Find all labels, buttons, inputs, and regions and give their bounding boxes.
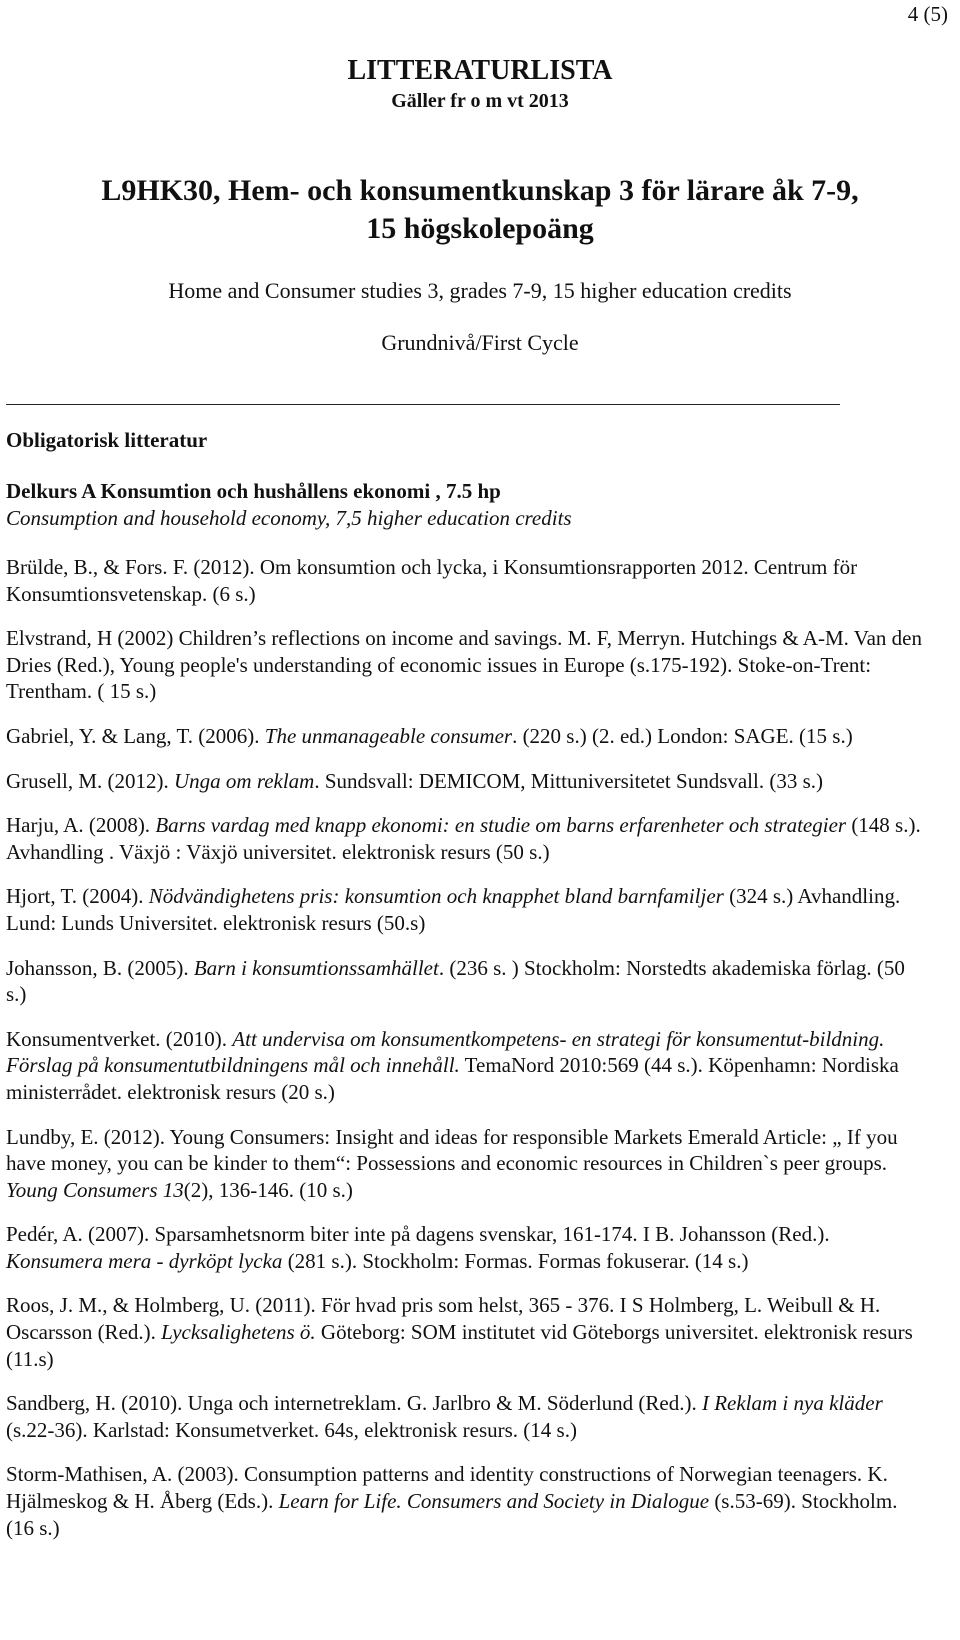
delkurs-english: Consumption and household economy, 7,5 higher education credits: [6, 506, 572, 530]
section-heading: Obligatorisk litteratur: [6, 428, 208, 452]
reference-item: Storm-Mathisen, A. (2003). Consumption patterns and identity constructions of Norwegian teenagers. K. Hjälmeskog & H. Åberg (Eds.). Learn for Life. Consumers and Society in Dialogue (s.53-69). Stockholm. (16 s.): [6, 1462, 898, 1540]
reference-item: Roos, J. M., & Holmberg, U. (2011). För hvad pris som helst, 365 - 376. I S Holmberg, L. Weibull & H. Oscarsson (Red.). Lycksalighetens ö. Göteborg: SOM institutet vid Göteborgs universitet. elektronisk resurs (11.s): [6, 1293, 913, 1371]
course-english-title: Home and Consumer studies 3, grades 7-9, 15 higher education credits: [168, 278, 792, 303]
reference-item: Konsumentverket. (2010). Att undervisa om konsumentkompetens- en strategi för konsumentut-bildning. Förslag på konsumentutbildningens mål och innehåll. TemaNord 2010:569 (44 s.). Köpenhamn: Nordiska ministerrådet. elektronisk resurs (20 s.): [6, 1026, 899, 1104]
course-title-line1: L9HK30, Hem- och konsumentkunskap 3 för lärare åk 7-9,: [101, 174, 859, 207]
validity-subtitle: Gäller fr o m vt 2013: [391, 90, 569, 112]
reference-item: Pedér, A. (2007). Sparsamhetsnorm biter inte på dagens svenskar, 161-174. I B. Johansson (Red.). Konsumera mera - dyrköpt lycka (281 s.). Stockholm: Formas. Formas fokuserar. (14 s.): [6, 1222, 830, 1273]
page-number: 4 (5): [907, 2, 948, 26]
reference-item: Lundby, E. (2012). Young Consumers: Insight and ideas for responsible Markets Emerald Article: „ If you have money, you can be kinder to them“: Possessions and economic resources in Children`s peer groups. Young Consumers 13(2), 136-146. (10 s.): [6, 1124, 898, 1202]
horizontal-divider: [6, 404, 840, 405]
reference-item: Johansson, B. (2005). Barn i konsumtionssamhället. (236 s. ) Stockholm: Norstedts akademiska förlag. (50 s.): [6, 955, 905, 1007]
reference-item: Hjort, T. (2004). Nödvändighetens pris: konsumtion och knapphet bland barnfamiljer (324 s.) Avhandling. Lund: Lunds Universitet. elektronisk resurs (50.s): [6, 884, 901, 935]
reference-item: Grusell, M. (2012). Unga om reklam. Sundsvall: DEMICOM, Mittuniversitetet Sundsvall. (33 s.): [6, 768, 824, 793]
course-title-line2: 15 högskolepoäng: [366, 212, 594, 245]
course-title: [0, 172, 960, 248]
course-cycle: Grundnivå/First Cycle: [381, 330, 579, 355]
reference-item: Sandberg, H. (2010). Unga och internetreklam. G. Jarlbro & M. Söderlund (Red.). I Reklam i nya kläder (s.22-36). Karlstad: Konsumetverket. 64s, elektronisk resurs. (14 s.): [6, 1391, 883, 1442]
reference-list: [6, 554, 926, 1559]
reference-item: Gabriel, Y. & Lang, T. (2006). The unmanageable consumer. (220 s.) (2. ed.) London: SAGE. (15 s.): [6, 723, 853, 748]
reference-item: Harju, A. (2008). Barns vardag med knapp ekonomi: en studie om barns erfarenheter och strategier (148 s.). Avhandling . Växjö : Växjö universitet. elektronisk resurs (50 s.): [6, 813, 921, 864]
reference-item: Brülde, B., & Fors. F. (2012). Om konsumtion och lycka, i Konsumtionsrapporten 2012. Centrum för Konsumtionsvetenskap. (6 s.): [6, 555, 858, 606]
delkurs-title: Delkurs A Konsumtion och hushållens ekonomi , 7.5 hp: [6, 479, 501, 503]
document-title: LITTERATURLISTA: [347, 55, 613, 86]
reference-item: Elvstrand, H (2002) Children’s reflections on income and savings. M. F, Merryn. Hutchings & A-M. Van den Dries (Red.), Young people's understanding of economic issues in Europe (s.175-192). Stoke-on-Trent: Trentham. ( 15 s.): [6, 626, 922, 704]
